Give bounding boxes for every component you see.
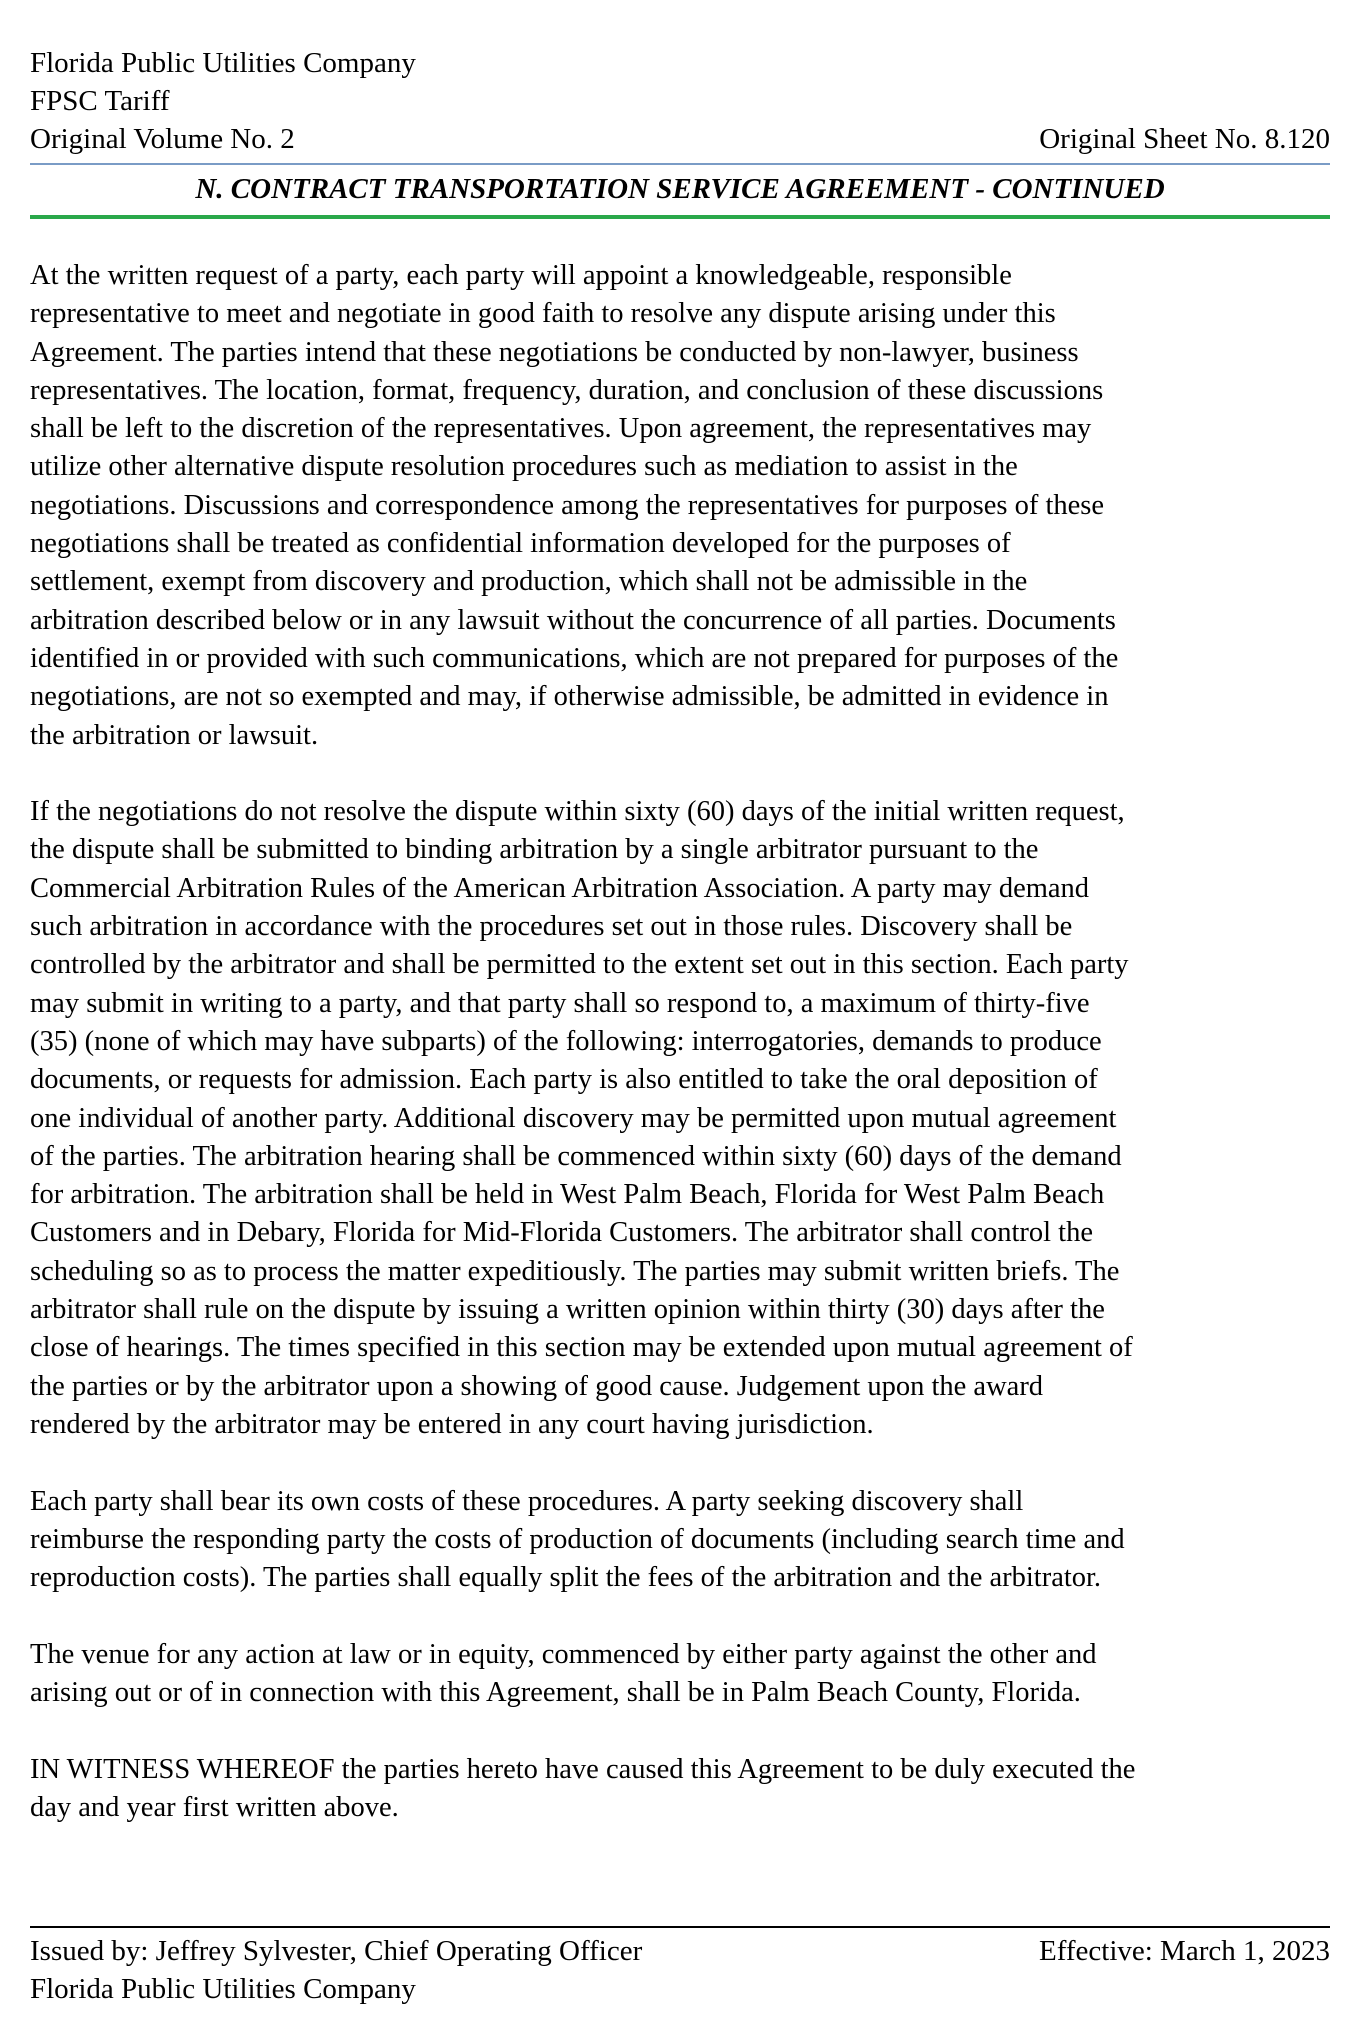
paragraph-line: one individual of another party. Additional discovery may be permitted upon mutual agreement — [30, 1102, 1117, 1134]
paragraph-line: scheduling so as to process the matter expeditiously. The parties may submit written briefs. The — [30, 1255, 1120, 1287]
header-divider — [30, 163, 1330, 165]
paragraph-line: The venue for any action at law or in equity, commenced by either party against the other and — [30, 1638, 1097, 1670]
header-sheet-number: Original Sheet No. 8.120 — [1039, 123, 1330, 155]
paragraph-line: (35) (none of which may have subparts) of the following: interrogatories, demands to produce — [30, 1025, 1102, 1057]
paragraph-line: Each party shall bear its own costs of these procedures. A party seeking discovery shall — [30, 1485, 1024, 1517]
paragraph-line: such arbitration in accordance with the procedures set out in those rules. Discovery shall be — [30, 911, 1073, 943]
paragraph-line: reproduction costs). The parties shall equally split the fees of the arbitration and the arbitrator. — [30, 1562, 1102, 1594]
footer-issued-by: Issued by: Jeffrey Sylvester, Chief Operating Officer — [30, 1935, 643, 1967]
paragraph-line: Customers and in Debary, Florida for Mid-Florida Customers. The arbitrator shall control the — [30, 1217, 1094, 1249]
sheet-footer — [30, 1932, 1330, 2008]
header-tariff: FPSC Tariff — [30, 85, 170, 117]
section-title: N. CONTRACT TRANSPORTATION SERVICE AGREEMENT - CONTINUED — [195, 173, 1165, 205]
paragraph-line: rendered by the arbitrator may be entered in any court having jurisdiction. — [30, 1408, 874, 1440]
paragraph-line: representative to meet and negotiate in good faith to resolve any dispute arising under this — [30, 298, 1056, 330]
paragraph-line: representatives. The location, format, frequency, duration, and conclusion of these discussions — [30, 374, 1104, 406]
paragraph-line: day and year first written above. — [30, 1791, 399, 1823]
paragraph-line: close of hearings. The times specified in this section may be extended upon mutual agreement of — [30, 1332, 1133, 1364]
header-company: Florida Public Utilities Company — [30, 47, 416, 79]
paragraph-line: settlement, exempt from discovery and production, which shall not be admissible in the — [30, 566, 1028, 598]
footer-company-row — [30, 1970, 1330, 2008]
footer-divider — [30, 1926, 1330, 1928]
paragraph-line: the parties or by the arbitrator upon a showing of good cause. Judgement upon the award — [30, 1370, 1044, 1402]
agreement-paragraph — [30, 793, 1332, 1444]
paragraph-line: may submit in writing to a party, and that party shall so respond to, a maximum of thirty-five — [30, 987, 1090, 1019]
paragraph-line: At the written request of a party, each party will appoint a knowledgeable, responsible — [30, 260, 1012, 291]
header-volume-row — [30, 120, 1330, 158]
agreement-paragraph — [30, 257, 1332, 755]
paragraph-line: If the negotiations do not resolve the dispute within sixty (60) days of the initial written request, — [30, 796, 1125, 828]
paragraph-line: negotiations. Discussions and correspondence among the representatives for purposes of these — [30, 489, 1104, 521]
paragraph-line: reimburse the responding party the costs of production of documents (including search time and — [30, 1523, 1125, 1555]
section-title-divider — [30, 215, 1330, 219]
paragraph-line: Agreement. The parties intend that these negotiations be conducted by non-lawyer, business — [30, 336, 1079, 368]
agreement-paragraph — [30, 1751, 1332, 1828]
paragraph-line: of the parties. The arbitration hearing shall be commenced within sixty (60) days of the demand — [30, 1140, 1122, 1172]
agreement-paragraph — [30, 1636, 1332, 1713]
paragraph-line: IN WITNESS WHEREOF the parties hereto have caused this Agreement to be duly executed the — [30, 1753, 1136, 1785]
paragraph-line: arbitration described below or in any lawsuit without the concurrence of all parties. Documents — [30, 604, 1116, 636]
paragraph-line: documents, or requests for admission. Each party is also entitled to take the oral deposition of — [30, 1064, 1098, 1096]
sheet-header — [30, 44, 1330, 158]
paragraph-line: shall be left to the discretion of the representatives. Upon agreement, the representatives may — [30, 413, 1092, 445]
paragraph-line: the dispute shall be submitted to binding arbitration by a single arbitrator pursuant to the — [30, 834, 1039, 866]
agreement-paragraph — [30, 1483, 1332, 1598]
agreement-body — [30, 257, 1332, 1865]
paragraph-line: the arbitration or lawsuit. — [30, 719, 319, 751]
paragraph-line: utilize other alternative dispute resolution procedures such as mediation to assist in the — [30, 451, 1018, 483]
footer-issued-row — [30, 1932, 1330, 1970]
paragraph-line: for arbitration. The arbitration shall be held in West Palm Beach, Florida for West Palm Beach — [30, 1179, 1105, 1211]
paragraph-line: identified in or provided with such communications, which are not prepared for purposes of the — [30, 642, 1119, 674]
paragraph-line: negotiations, are not so exempted and may, if otherwise admissible, be admitted in evidence in — [30, 681, 1109, 713]
paragraph-line: negotiations shall be treated as confidential information developed for the purposes of — [30, 528, 1011, 560]
paragraph-line: arising out or of in connection with this Agreement, shall be in Palm Beach County, Florida. — [30, 1676, 1081, 1708]
footer-company: Florida Public Utilities Company — [30, 1973, 416, 2005]
paragraph-line: controlled by the arbitrator and shall be permitted to the extent set out in this section. Each party — [30, 949, 1129, 981]
tariff-sheet — [30, 0, 1330, 2026]
header-volume: Original Volume No. 2 — [30, 123, 295, 155]
footer-effective-date: Effective: March 1, 2023 — [1039, 1935, 1330, 1967]
paragraph-line: arbitrator shall rule on the dispute by issuing a written opinion within thirty (30) days after the — [30, 1294, 1105, 1326]
paragraph-line: Commercial Arbitration Rules of the American Arbitration Association. A party may demand — [30, 872, 1090, 904]
